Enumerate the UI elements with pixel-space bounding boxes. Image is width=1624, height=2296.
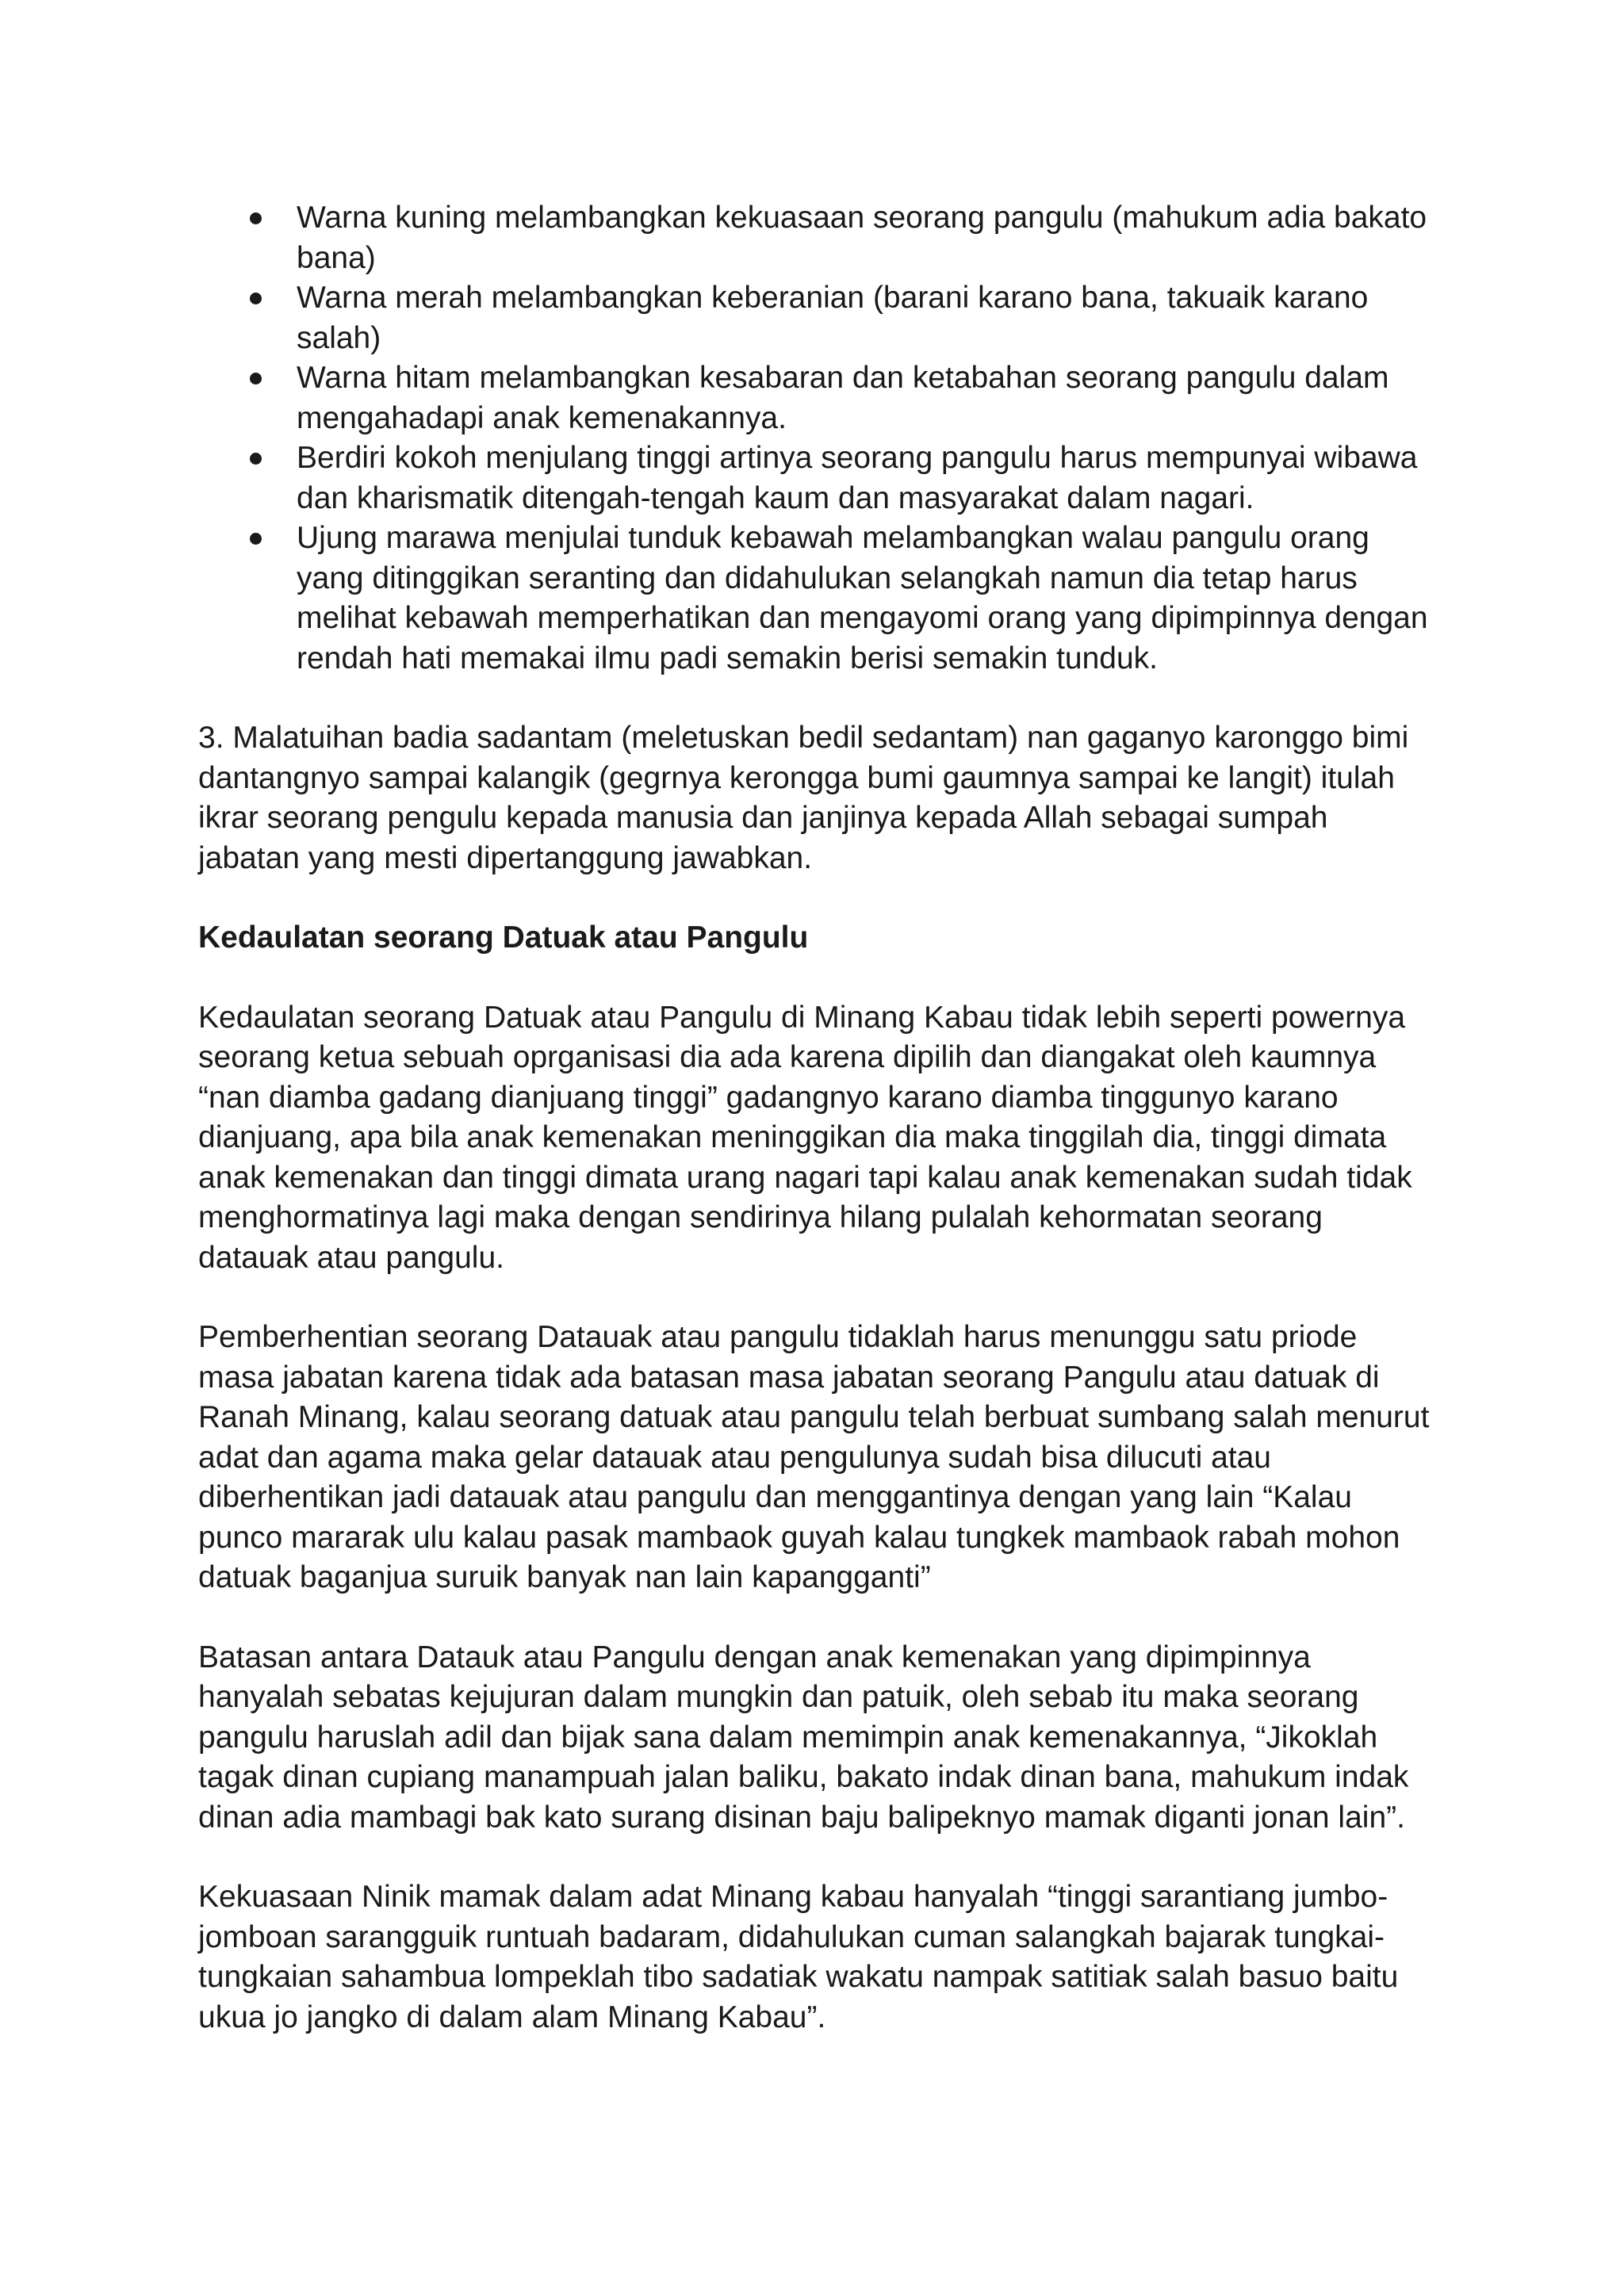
paragraph: Batasan antara Datauk atau Pangulu dengan anak kemenakan yang dipimpinnya hanyalah sebatas kejujuran dalam mungkin dan patuik, oleh sebab itu maka seorang pangulu haruslah adil dan bijak sana dalam memimpin anak kemenakannya, “Jikoklah tagak dinan cupiang manampuah jalan baliku, bakato indak dinan bana, mahukum indak dinan adia mambagi bak kato surang disinan baju balipeknyo mamak diganti jonan lain”. [198, 1640, 1409, 1835]
bullet-icon [250, 453, 262, 465]
bullet-icon [250, 533, 262, 545]
list-item-text: Warna merah melambangkan keberanian (barani karano bana, takuaik karano salah) [297, 281, 1369, 355]
paragraph: Kedaulatan seorang Datuak atau Pangulu di Minang Kabau tidak lebih seperti powernya seorang ketua sebuah oprganisasi dia ada karena dipilih dan diangakat oleh kaumnya “nan diamba gadang dianjuang tinggi” gadangnyo karano diamba tinggunyo karano dianjuang, apa bila anak kemenakan meninggikan dia maka tinggilah dia, tinggi dimata anak kemenakan dan tinggi dimata urang nagari tapi kalau anak kemenakan sudah tidak menghormatinya lagi maka dengan sendirinya hilang pulalah kehormatan seorang datauak atau pangulu. [198, 1000, 1412, 1275]
list-item-text: Warna hitam melambangkan kesabaran dan ketabahan seorang pangulu dalam mengahadapi anak kemenakannya. [297, 361, 1389, 435]
bullet-icon [250, 373, 262, 385]
list-item-text: Berdiri kokoh menjulang tinggi artinya seorang pangulu harus mempunyai wibawa dan kharismatik ditengah-tengah kaum dan masyarakat dalam nagari. [297, 441, 1418, 515]
list-item [198, 198, 1435, 278]
bullet-list [198, 198, 1435, 679]
list-item-text: Ujung marawa menjulai tunduk kebawah melambangkan walau pangulu orang yang ditinggikan seranting dan didahulukan selangkah namun dia tetap harus melihat kebawah memperhatikan dan mengayomi orang yang dipimpinnya dengan rendah hati memakai ilmu padi semakin berisi semakin tunduk. [297, 521, 1428, 675]
document-body [198, 198, 1435, 2038]
list-item [198, 358, 1435, 438]
list-item-text: Warna kuning melambangkan kekuasaan seorang pangulu (mahukum adia bakato bana) [297, 201, 1427, 275]
bullet-icon [250, 293, 262, 304]
bullet-icon [250, 212, 262, 224]
list-item [198, 278, 1435, 358]
paragraph-3: 3. Malatuihan badia sadantam (meletuskan bedil sedantam) nan gaganyo karonggo bimi dantangnyo sampai kalangik (gegrnya kerongga bumi gaumnya sampai ke langit) itulah ikrar seorang pengulu kepada manusia dan janjinya kepada Allah sebagai sumpah jabatan yang mesti dipertanggung jawabkan. [198, 721, 1409, 875]
list-item [198, 519, 1435, 679]
paragraph: Pemberhentian seorang Datauak atau pangulu tidaklah harus menunggu satu priode masa jabatan karena tidak ada batasan masa jabatan seorang Pangulu atau datuak di Ranah Minang, kalau seorang datuak atau pangulu telah berbuat sumbang salah menurut adat dan agama maka gelar datauak atau pengulunya sudah bisa dilucuti atau diberhentikan jadi datauak atau pangulu dan menggantinya dengan yang lain “Kalau punco mararak ulu kalau pasak mambaok guyah kalau tungkek mambaok rabah mohon datuak baganjua suruik banyak nan lain kapangganti” [198, 1320, 1430, 1594]
section-heading: Kedaulatan seorang Datuak atau Pangulu [198, 920, 809, 955]
paragraph: Kekuasaan Ninik mamak dalam adat Minang kabau hanyalah “tinggi sarantiang jumbo-jomboan sarangguik runtuah badaram, didahulukan cuman salangkah bajarak tungkai-tungkaian sahambua lompeklah tibo sadatiak wakatu nampak satitiak salah basuo baitu ukua jo jangko di dalam alam Minang Kabau”. [198, 1880, 1399, 2034]
list-item [198, 438, 1435, 519]
